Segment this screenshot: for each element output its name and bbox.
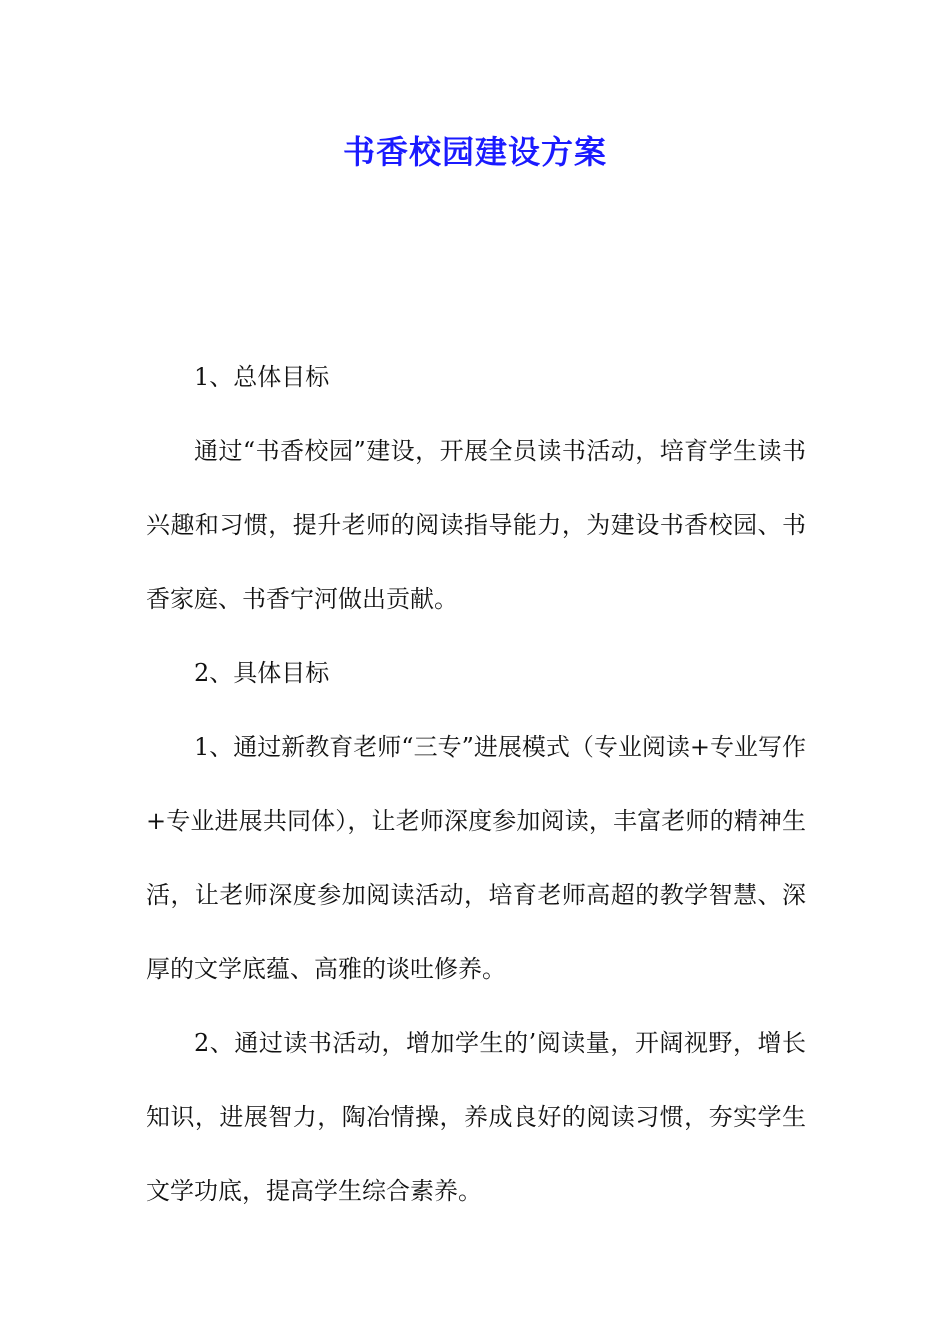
heading-overall-goal: 1、总体目标 [194,363,330,391]
document-title: 书香校园建设方案 [342,133,607,171]
paragraph-specific-goal-2: 2、通过读书活动，增加学生的’阅读量，开阔视野，增长知识，进展智力，陶冶情操，养成良好的阅读习惯，夯实学生文学功底，提高学生综合素养。 [146,1029,806,1205]
heading-specific-goals: 2、具体目标 [194,659,330,687]
paragraph-specific-goal-1: 1、通过新教育老师“三专”进展模式（专业阅读+专业写作+专业进展共同体），让老师深度参加阅读，丰富老师的精神生活，让老师深度参加阅读活动，培育老师高超的教学智慧、深厚的文学底蕴、高雅的谈吐修养。 [146,733,806,983]
document-body [146,340,806,1228]
paragraph-overall-goal: 通过“书香校园”建设，开展全员读书活动，培育学生读书兴趣和习惯，提升老师的阅读指导能力，为建设书香校园、书香家庭、书香宁河做出贡献。 [146,437,806,613]
